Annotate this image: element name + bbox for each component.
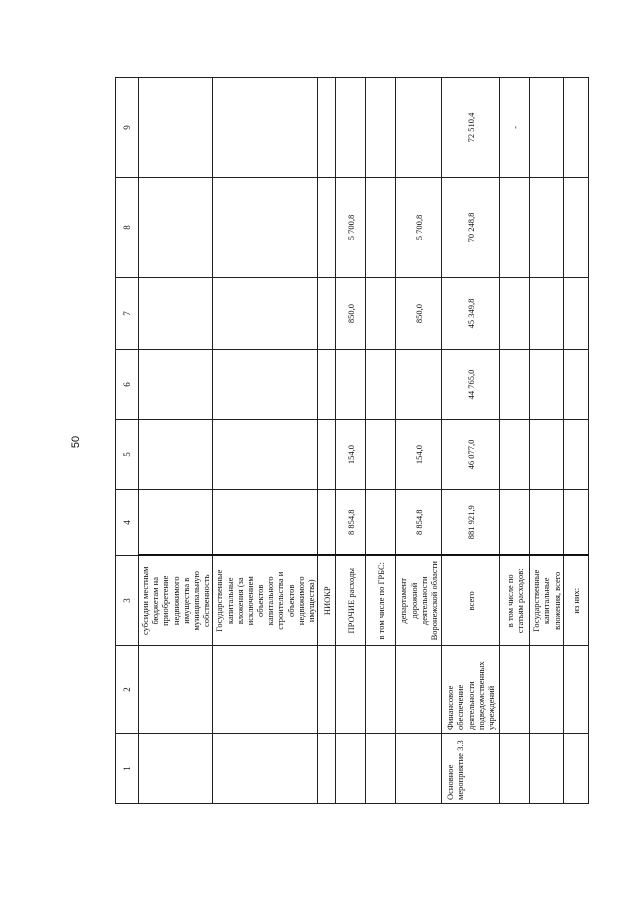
table-cell-col-2 [336,646,366,734]
table-cell-col-8 [563,178,588,278]
table-cell-col-8 [213,178,318,278]
table-cell-col-1 [530,734,564,804]
table-cell-col-4 [563,490,588,556]
table-cell-col-3: в том числе по ГРБС: [366,556,396,646]
table-cell-col-6 [500,350,530,420]
table-cell-col-7 [139,278,213,350]
table-cell-col-9: - [500,78,530,178]
table-cell-col-8: 5 700,8 [396,178,442,278]
table-cell-col-8: 5 700,8 [336,178,366,278]
header-cell: 3 [116,556,139,646]
table-row [396,78,442,804]
table-cell-col-9 [563,78,588,178]
table-cell-col-9: 72 510,4 [442,78,500,178]
table-cell-col-2 [563,646,588,734]
header-cell: 7 [116,278,139,350]
table-cell-col-2 [366,646,396,734]
table-cell-col-6 [139,350,213,420]
table-cell-col-9 [366,78,396,178]
table-cell-col-5 [139,420,213,490]
table-cell-col-9 [530,78,564,178]
table-cell-col-5 [530,420,564,490]
table-cell-col-5: 154,0 [336,420,366,490]
table-cell-col-7 [318,278,336,350]
table-cell-col-6 [366,350,396,420]
table-cell-col-3: Государственные капитальные вложения (за исключением объектов капитального строительства и объектов недвижимого имущества) [213,556,318,646]
table-row [530,78,564,804]
table-cell-col-5 [213,420,318,490]
table-cell-col-9 [139,78,213,178]
header-cell: 2 [116,646,139,734]
table-cell-col-1 [396,734,442,804]
table-cell-col-1 [213,734,318,804]
table-cell-col-8 [318,178,336,278]
table-cell-col-3: из них: [563,556,588,646]
rotated-table-sheet [115,78,581,804]
table-cell-col-2: Финансовое обеспечение деятельности подведомственных учреждений [442,646,500,734]
table-cell-col-7: 850,0 [336,278,366,350]
header-cell: 8 [116,178,139,278]
table-cell-col-3: субсидии местным бюджетам на приобретение недвижимого имущества в муниципальную собственность [139,556,213,646]
header-cell: 1 [116,734,139,804]
table-cell-col-5 [318,420,336,490]
header-cell: 9 [116,78,139,178]
table-cell-col-6 [530,350,564,420]
table-cell-col-8 [366,178,396,278]
table-cell-col-6 [563,350,588,420]
table-cell-col-7 [530,278,564,350]
table-cell-col-7: 45 349,8 [442,278,500,350]
table-cell-col-6 [318,350,336,420]
table-cell-col-1 [500,734,530,804]
table-cell-col-4 [500,490,530,556]
header-cell: 4 [116,490,139,556]
table-cell-col-5 [500,420,530,490]
table-cell-col-4 [366,490,396,556]
table-row [366,78,396,804]
table-cell-col-5 [366,420,396,490]
header-cell: 5 [116,420,139,490]
table-cell-col-7 [563,278,588,350]
table-cell-col-4 [213,490,318,556]
table-row [213,78,318,804]
table-cell-col-2 [530,646,564,734]
table-cell-col-2 [500,646,530,734]
table-row [139,78,213,804]
table-cell-col-8 [500,178,530,278]
page-number: 50 [70,435,82,449]
table-cell-col-1 [563,734,588,804]
table-cell-col-1: Основное мероприятие 3.3 [442,734,500,804]
table-cell-col-1 [139,734,213,804]
table-row [318,78,336,804]
table-cell-col-1 [318,734,336,804]
table-cell-col-4: 881 921,9 [442,490,500,556]
table-cell-col-4 [318,490,336,556]
table-cell-col-8 [139,178,213,278]
table-cell-col-3: ПРОЧИЕ расходы [336,556,366,646]
table-cell-col-6 [213,350,318,420]
table-cell-col-5: 154,0 [396,420,442,490]
table-cell-col-3: в том числе по статьям расходов: [500,556,530,646]
table-cell-col-3: Государственные капитальные вложения, всего [530,556,564,646]
table-cell-col-9 [213,78,318,178]
table-cell-col-7 [366,278,396,350]
table-cell-col-6 [336,350,366,420]
table-cell-col-4 [530,490,564,556]
table-cell-col-5: 46 077,0 [442,420,500,490]
table-cell-col-2 [318,646,336,734]
table-row [336,78,366,804]
table-cell-col-7 [213,278,318,350]
table-cell-col-3: всего [442,556,500,646]
table-cell-col-2 [213,646,318,734]
table-cell-col-3: департамент дорожной деятельности Воронежской области [396,556,442,646]
table-row [442,78,500,804]
header-row [116,78,139,804]
table-cell-col-6: 44 765,0 [442,350,500,420]
table-cell-col-9 [396,78,442,178]
table-cell-col-6 [396,350,442,420]
table-cell-col-8 [530,178,564,278]
table-cell-col-9 [336,78,366,178]
header-cell: 6 [116,350,139,420]
table-cell-col-4 [139,490,213,556]
table-cell-col-4: 8 854,8 [336,490,366,556]
table-cell-col-2 [396,646,442,734]
table-cell-col-9 [318,78,336,178]
table-cell-col-1 [336,734,366,804]
table-cell-col-1 [366,734,396,804]
table-cell-col-7: 850,0 [396,278,442,350]
budget-table [115,77,589,804]
table-cell-col-3: НИОКР [318,556,336,646]
table-cell-col-2 [139,646,213,734]
table-cell-col-8: 70 248,8 [442,178,500,278]
table-row [500,78,530,804]
table-cell-col-4: 8 854,8 [396,490,442,556]
table-row [563,78,588,804]
table-cell-col-7 [500,278,530,350]
table-cell-col-5 [563,420,588,490]
